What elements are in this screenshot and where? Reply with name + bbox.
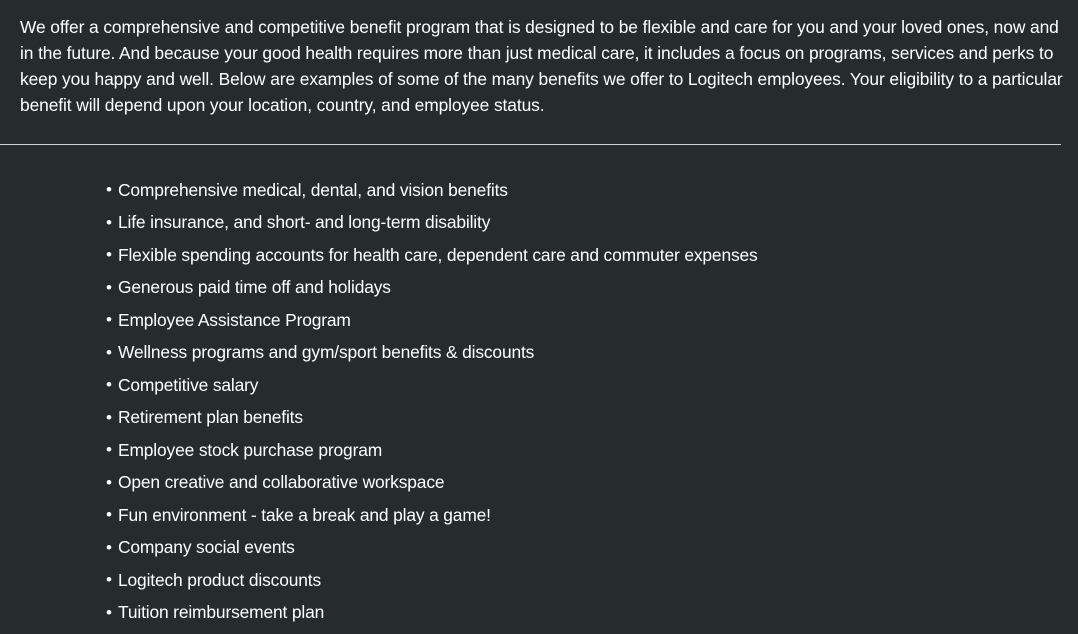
- benefit-item: [106, 434, 758, 467]
- benefit-text: Generous paid time off and holidays: [118, 277, 391, 298]
- benefit-text: Employee stock purchase program: [118, 439, 383, 460]
- benefit-item: [106, 207, 758, 240]
- benefits-list: [106, 174, 758, 629]
- benefit-item: [106, 304, 758, 337]
- bullet-icon: •: [106, 407, 112, 427]
- benefit-item: [106, 597, 758, 630]
- benefit-item: [106, 499, 758, 532]
- bullet-icon: •: [106, 245, 112, 265]
- benefit-item: [106, 239, 758, 272]
- benefit-item: [106, 369, 758, 402]
- bullet-icon: •: [106, 505, 112, 525]
- bullet-icon: •: [106, 212, 112, 232]
- bullet-icon: •: [106, 570, 112, 590]
- benefit-item: [106, 532, 758, 565]
- bullet-icon: •: [106, 602, 112, 622]
- benefit-text: Employee Assistance Program: [118, 309, 351, 330]
- bullet-icon: •: [106, 537, 112, 557]
- bullet-icon: •: [106, 342, 112, 362]
- benefit-text: Retirement plan benefits: [118, 407, 303, 428]
- section-divider: [0, 144, 1061, 145]
- bullet-icon: •: [106, 310, 112, 330]
- bullet-icon: •: [106, 180, 112, 200]
- benefits-intro-paragraph: We offer a comprehensive and competitive benefit program that is designed to be flexible and care for you and your loved ones, now and in the future. And because your good health requires more than just medical care, it includes a focus on programs, services and perks to keep you happy and well. Below are examples of some of the many benefits we offer to Logitech employees. Your eligibility to a particular benefit will depend upon your location, country, and employee status.: [20, 17, 1063, 115]
- benefit-text: Flexible spending accounts for health care, dependent care and commuter expenses: [118, 244, 758, 265]
- benefit-item: [106, 564, 758, 597]
- benefit-text: Fun environment - take a break and play a game!: [118, 504, 491, 525]
- benefit-item: [106, 174, 758, 207]
- benefit-text: Tuition reimbursement plan: [118, 602, 325, 623]
- bullet-icon: •: [106, 375, 112, 395]
- bullet-icon: •: [106, 277, 112, 297]
- benefit-text: Company social events: [118, 537, 295, 558]
- benefit-text: Life insurance, and short- and long-term disability: [118, 212, 491, 233]
- benefit-item: [106, 272, 758, 305]
- benefit-text: Wellness programs and gym/sport benefits & discounts: [118, 342, 535, 363]
- benefit-item: [106, 467, 758, 500]
- bullet-icon: •: [106, 472, 112, 492]
- benefit-item: [106, 337, 758, 370]
- benefit-text: Logitech product discounts: [118, 569, 321, 590]
- benefit-text: Competitive salary: [118, 374, 259, 395]
- bullet-icon: •: [106, 440, 112, 460]
- benefit-item: [106, 402, 758, 435]
- benefit-text: Open creative and collaborative workspace: [118, 472, 445, 493]
- benefit-text: Comprehensive medical, dental, and vision benefits: [118, 179, 508, 200]
